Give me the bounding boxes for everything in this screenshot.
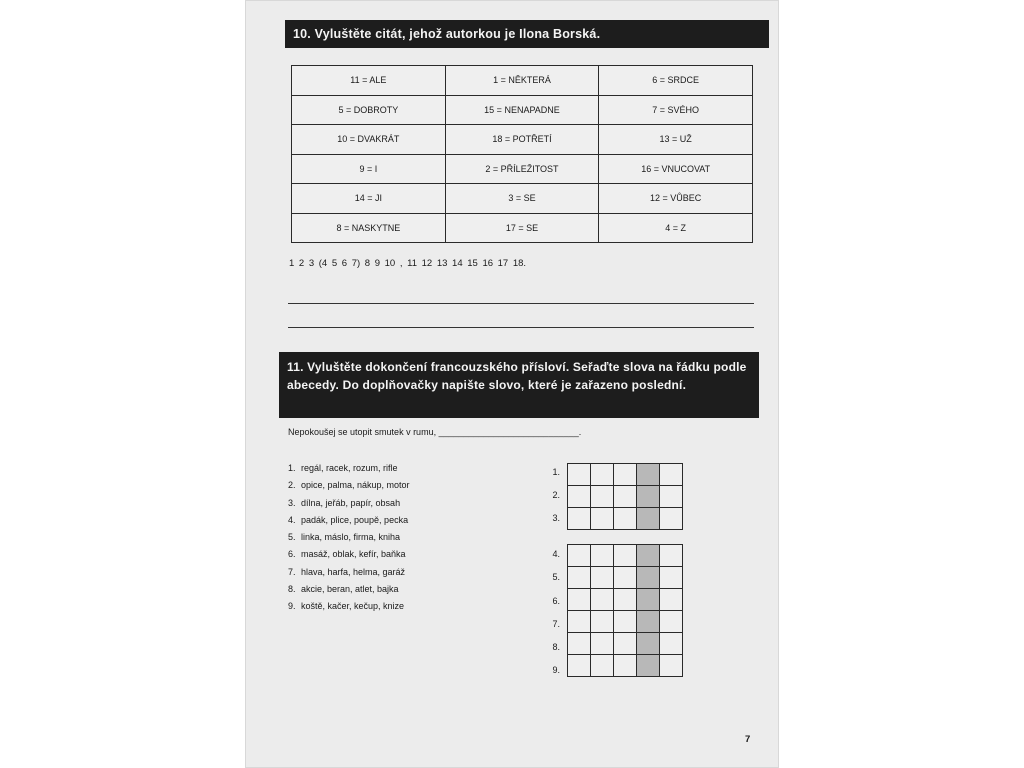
grid-cell[interactable] xyxy=(614,633,637,655)
list-item-words: dílna, jeřáb, papír, obsah xyxy=(301,497,401,508)
cipher-row xyxy=(292,154,753,184)
list-item xyxy=(288,564,410,581)
grid-cell[interactable] xyxy=(591,589,614,611)
grid-row-label: 7. xyxy=(552,619,560,629)
grid-cell[interactable] xyxy=(591,464,614,486)
cipher-row xyxy=(292,213,753,243)
proverb-sentence: Nepokoušej se utopit smutek v rumu, ____________________________. xyxy=(288,427,582,437)
list-item-words: linka, máslo, firma, kniha xyxy=(301,532,401,543)
grid-cell[interactable] xyxy=(591,655,614,677)
list-item-words: hlava, harfa, helma, garáž xyxy=(301,566,406,577)
list-item-number: 5. xyxy=(288,532,296,543)
grid-cell[interactable] xyxy=(591,486,614,508)
cipher-cell: 1 = NĚKTERÁ xyxy=(445,66,599,96)
grid-cell[interactable] xyxy=(614,655,637,677)
list-item xyxy=(288,495,410,512)
grid-cell[interactable] xyxy=(568,633,591,655)
list-item-words: akcie, beran, atlet, bajka xyxy=(301,584,399,595)
grid-row-label: 1. xyxy=(552,467,560,477)
answer-line-2[interactable] xyxy=(288,327,754,328)
grid-cell[interactable] xyxy=(591,567,614,589)
cipher-row xyxy=(292,125,753,155)
list-item-number: 1. xyxy=(288,463,296,473)
grid-cell[interactable] xyxy=(568,611,591,633)
grid-cell[interactable] xyxy=(660,486,683,508)
list-item-number: 4. xyxy=(288,514,296,525)
list-item xyxy=(288,581,410,598)
grid-cell[interactable] xyxy=(591,545,614,567)
solution-cell[interactable] xyxy=(637,545,660,567)
cipher-cell: 13 = UŽ xyxy=(599,125,753,155)
list-item-number: 8. xyxy=(288,584,296,595)
grid-cell[interactable] xyxy=(614,508,637,530)
grid-cell[interactable] xyxy=(591,611,614,633)
grid-cell[interactable] xyxy=(568,567,591,589)
solution-cell[interactable] xyxy=(637,655,660,677)
cipher-cell: 11 = ALE xyxy=(292,66,446,96)
grid-cell[interactable] xyxy=(568,464,591,486)
cipher-cell: 3 = SE xyxy=(445,184,599,214)
grid-cell[interactable] xyxy=(660,633,683,655)
list-item-words: padák, plice, poupě, pecka xyxy=(301,514,409,525)
page-number: 7 xyxy=(745,734,751,745)
grid-row-label: 5. xyxy=(552,572,560,582)
cipher-cell: 16 = VNUCOVAT xyxy=(599,154,753,184)
cipher-cell: 4 = Z xyxy=(599,213,753,243)
grid-cell[interactable] xyxy=(568,655,591,677)
solution-cell[interactable] xyxy=(637,611,660,633)
grid-cell[interactable] xyxy=(614,567,637,589)
cipher-cell: 10 = DVAKRÁT xyxy=(292,125,446,155)
cipher-cell: 2 = PŘÍLEŽITOST xyxy=(445,154,599,184)
cipher-cell: 18 = POTŘETÍ xyxy=(445,125,599,155)
list-item-words: regál, racek, rozum, rifle xyxy=(301,463,398,473)
cipher-cell: 15 = NENAPADNE xyxy=(445,95,599,125)
grid-cell[interactable] xyxy=(660,508,683,530)
task-10-heading: 10. Vyluštěte citát, jehož autorkou je Ilona Borská. xyxy=(285,20,769,48)
solution-cell[interactable] xyxy=(637,508,660,530)
list-item-number: 6. xyxy=(288,549,296,560)
cipher-cell: 5 = DOBROTY xyxy=(292,95,446,125)
list-item xyxy=(288,598,410,615)
solution-cell[interactable] xyxy=(637,633,660,655)
solution-cell[interactable] xyxy=(637,464,660,486)
grid-row-label: 9. xyxy=(552,665,560,675)
grid-row-label: 3. xyxy=(552,513,560,523)
list-item xyxy=(288,529,410,546)
grid-cell[interactable] xyxy=(614,589,637,611)
cipher-cell: 17 = SE xyxy=(445,213,599,243)
crossword-grid-top[interactable] xyxy=(567,463,683,530)
list-item-number: 2. xyxy=(288,480,296,491)
list-item-words: masáž, oblak, kefír, baňka xyxy=(301,549,406,560)
grid-cell[interactable] xyxy=(660,545,683,567)
cipher-cell: 7 = SVÉHO xyxy=(599,95,753,125)
grid-row-label: 8. xyxy=(552,642,560,652)
grid-cell[interactable] xyxy=(660,611,683,633)
grid-cell[interactable] xyxy=(568,508,591,530)
grid-cell[interactable] xyxy=(660,464,683,486)
grid-cell[interactable] xyxy=(660,589,683,611)
grid-cell[interactable] xyxy=(614,464,637,486)
answer-line-1[interactable] xyxy=(288,303,754,304)
cipher-cell: 8 = NASKYTNE xyxy=(292,213,446,243)
solution-cell[interactable] xyxy=(637,589,660,611)
cipher-row xyxy=(292,95,753,125)
grid-cell[interactable] xyxy=(614,611,637,633)
grid-row-label: 2. xyxy=(552,490,560,500)
grid-cell[interactable] xyxy=(614,545,637,567)
list-item-words: koště, kačer, kečup, knize xyxy=(301,601,405,612)
list-item xyxy=(288,546,410,563)
task-11-heading: 11. Vyluštěte dokončení francouzského přísloví. Seřaďte slova na řádku podle abecedy. Do doplňovačky napište slovo, které je zařazeno poslední. xyxy=(279,352,759,418)
list-item xyxy=(288,460,410,477)
list-item xyxy=(288,512,410,529)
solution-cell[interactable] xyxy=(637,486,660,508)
grid-cell[interactable] xyxy=(591,633,614,655)
list-item-number: 7. xyxy=(288,566,296,577)
solution-cell[interactable] xyxy=(637,567,660,589)
crossword-grid-bottom[interactable] xyxy=(567,544,683,677)
list-item-number: 3. xyxy=(288,497,296,508)
cipher-row xyxy=(292,184,753,214)
workbook-page xyxy=(245,0,779,768)
cipher-cell: 12 = VŮBEC xyxy=(599,184,753,214)
grid-cell[interactable] xyxy=(568,486,591,508)
list-item-number: 9. xyxy=(288,601,296,612)
cipher-table xyxy=(291,65,753,243)
list-item-words: opice, palma, nákup, motor xyxy=(301,480,410,491)
word-list xyxy=(288,460,410,616)
list-item xyxy=(288,477,410,494)
cipher-row xyxy=(292,66,753,96)
cipher-cell: 14 = JI xyxy=(292,184,446,214)
grid-cell[interactable] xyxy=(568,545,591,567)
number-sequence: 1 2 3 (4 5 6 7) 8 9 10 , 11 12 13 14 15 16 17 18. xyxy=(289,258,527,269)
grid-cell[interactable] xyxy=(660,567,683,589)
grid-row-label: 6. xyxy=(552,596,560,606)
grid-cell[interactable] xyxy=(614,486,637,508)
grid-cell[interactable] xyxy=(568,589,591,611)
grid-row-label: 4. xyxy=(552,549,560,559)
cipher-cell: 6 = SRDCE xyxy=(599,66,753,96)
cipher-cell: 9 = I xyxy=(292,154,446,184)
grid-cell[interactable] xyxy=(660,655,683,677)
grid-cell[interactable] xyxy=(591,508,614,530)
